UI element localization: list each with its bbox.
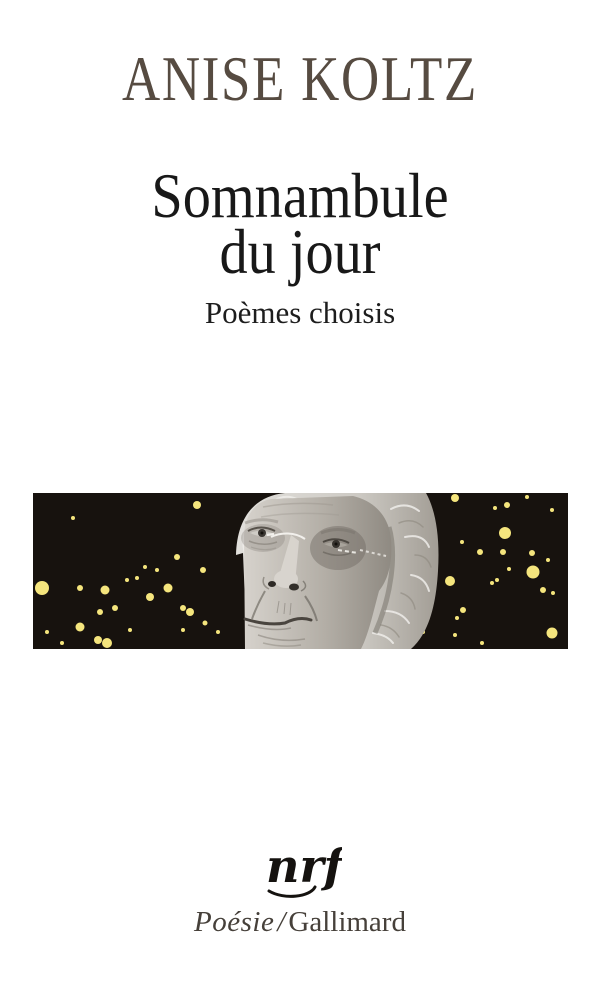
paint-speck <box>504 502 510 508</box>
portrait-face <box>236 493 439 649</box>
paint-speck <box>540 587 546 593</box>
paint-speck <box>112 605 118 611</box>
book-subtitle: Poèmes choisis <box>204 295 396 330</box>
title-line-2: du jour <box>219 216 381 287</box>
paint-speck <box>525 495 529 499</box>
paint-speck <box>146 593 154 601</box>
paint-speck <box>102 638 112 648</box>
cover-photo-band <box>33 493 568 649</box>
paint-speck <box>495 578 499 582</box>
paint-speck <box>216 630 220 634</box>
paint-speck <box>460 607 466 613</box>
paint-speck <box>445 576 455 586</box>
paint-speck <box>200 567 206 573</box>
paint-speck <box>180 605 186 611</box>
paint-speck <box>181 628 185 632</box>
paint-speck <box>174 554 180 560</box>
paint-speck <box>507 567 511 571</box>
paint-speck <box>500 549 506 555</box>
paint-speck <box>125 578 129 582</box>
imprint-series: Poésie <box>194 906 275 938</box>
paint-speck <box>455 616 459 620</box>
paint-speck <box>477 549 483 555</box>
nrf-logo-glyph <box>258 838 342 900</box>
imprint-publisher: Gallimard <box>288 906 406 938</box>
author-name: ANISE KOLTZ <box>121 44 479 114</box>
paint-speck <box>45 630 49 634</box>
paint-speck <box>128 628 132 632</box>
nrf-logo <box>258 838 342 900</box>
paint-speck <box>453 633 457 637</box>
paint-speck <box>480 641 484 645</box>
paint-speck <box>60 641 64 645</box>
paint-speck <box>164 584 173 593</box>
paint-speck <box>527 566 540 579</box>
book-title <box>36 160 564 287</box>
paint-speck <box>203 621 208 626</box>
paint-speck <box>529 550 535 556</box>
paint-speck <box>76 623 85 632</box>
paint-speck <box>193 501 201 509</box>
paint-speck <box>77 585 83 591</box>
imprint-separator: / <box>277 906 286 938</box>
paint-speck <box>135 576 139 580</box>
author-portrait-photo <box>33 493 568 649</box>
paint-speck <box>155 568 159 572</box>
paint-speck <box>546 558 550 562</box>
paint-speck <box>97 609 103 615</box>
paint-speck <box>35 581 49 595</box>
paint-speck <box>550 508 554 512</box>
paint-speck <box>551 591 555 595</box>
imprint <box>0 907 600 939</box>
paint-speck <box>186 608 194 616</box>
paint-speck <box>101 586 110 595</box>
paint-speck <box>499 527 511 539</box>
title-line-1: Somnambule <box>151 160 449 231</box>
paint-speck <box>71 516 75 520</box>
paint-speck <box>493 506 497 510</box>
paint-speck <box>143 565 147 569</box>
paint-speck <box>547 628 558 639</box>
paint-speck <box>451 494 459 502</box>
paint-speck <box>460 540 464 544</box>
paint-speck <box>94 636 102 644</box>
nrf-logo-text: nrf <box>266 839 342 893</box>
paint-speck <box>490 581 494 585</box>
